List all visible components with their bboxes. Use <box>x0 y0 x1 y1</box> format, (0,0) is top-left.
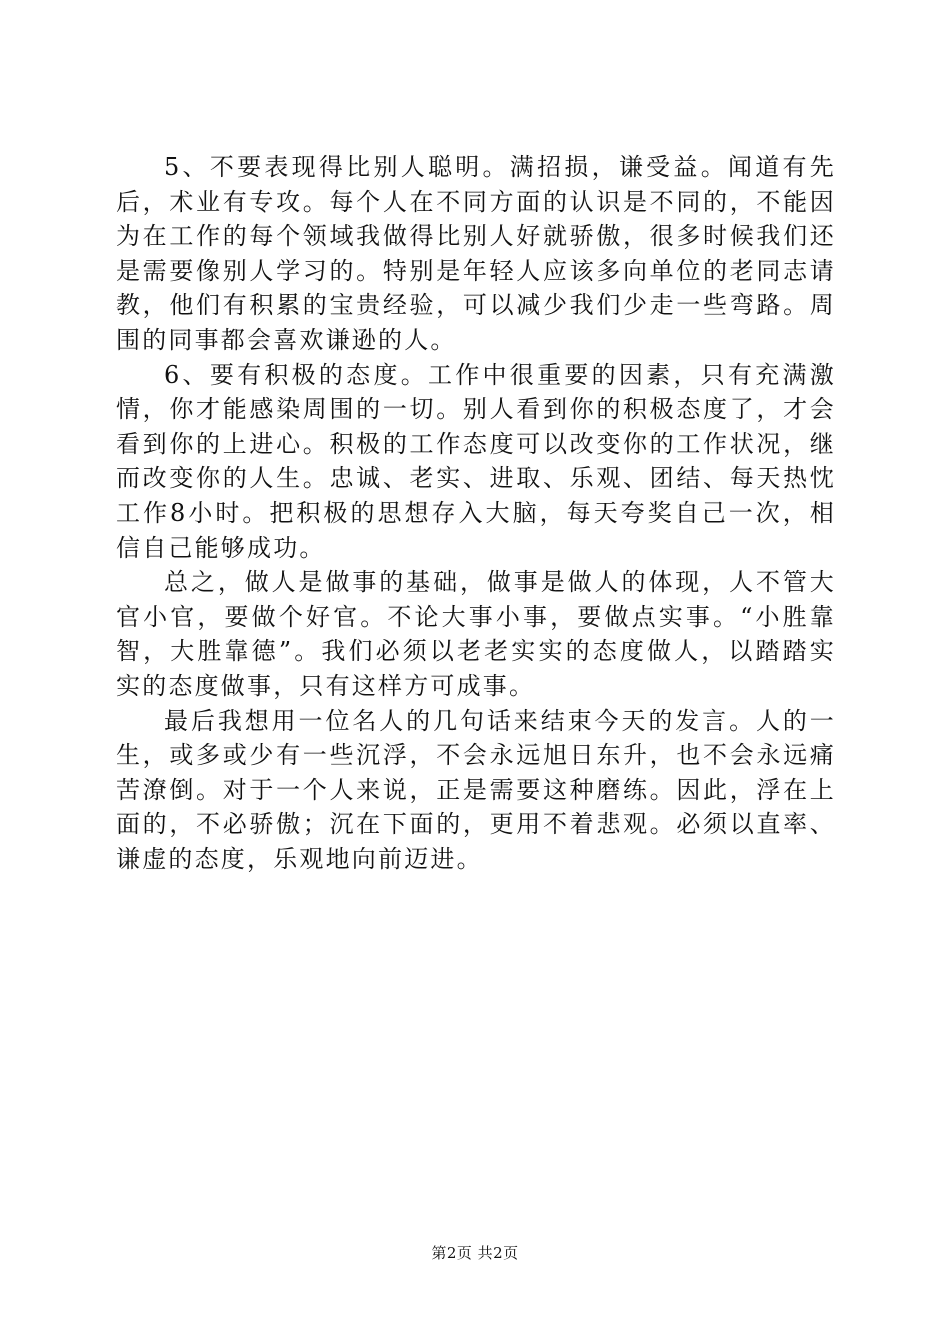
document-body <box>116 150 836 876</box>
page-number-footer: 第2页 共2页 <box>431 1244 519 1262</box>
paragraph-closing: 最后我想用一位名人的几句话来结束今天的发言。人的一生，或多或少有一些沉浮，不会永远旭日东升，也不会永远痛苦潦倒。对于一个人来说，正是需要这种磨练。因此，浮在上面的，不必骄傲；沉在下面的，更用不着悲观。必须以直率、谦虚的态度，乐观地向前迈进。 <box>116 706 836 873</box>
paragraph-humility: 5、不要表现得比别人聪明。满招损，谦受益。闻道有先后，术业有专攻。每个人在不同方面的认识是不同的，不能因为在工作的每个领域我做得比别人好就骄傲，很多时候我们还是需要像别人学习的。特别是年轻人应该多向单位的老同志请教，他们有积累的宝贵经验，可以减少我们少走一些弯路。周围的同事都会喜欢谦逊的人。 <box>116 153 836 354</box>
paragraph-summary: 总之，做人是做事的基础，做事是做人的体现，人不管大官小官，要做个好官。不论大事小事，要做点实事。“小胜靠智，大胜靠德”。我们必须以老老实实的态度做人，以踏踏实实的态度做事，只有这样方可成事。 <box>116 568 836 700</box>
paragraph-positive-attitude: 6、要有积极的态度。工作中很重要的因素，只有充满激情，你才能感染周围的一切。别人看到你的积极态度了，才会看到你的上进心。积极的工作态度可以改变你的工作状况，继而改变你的人生。忠诚、老实、进取、乐观、团结、每天热忱工作8小时。把积极的思想存入大脑，每天夸奖自己一次，相信自己能够成功。 <box>116 360 836 562</box>
